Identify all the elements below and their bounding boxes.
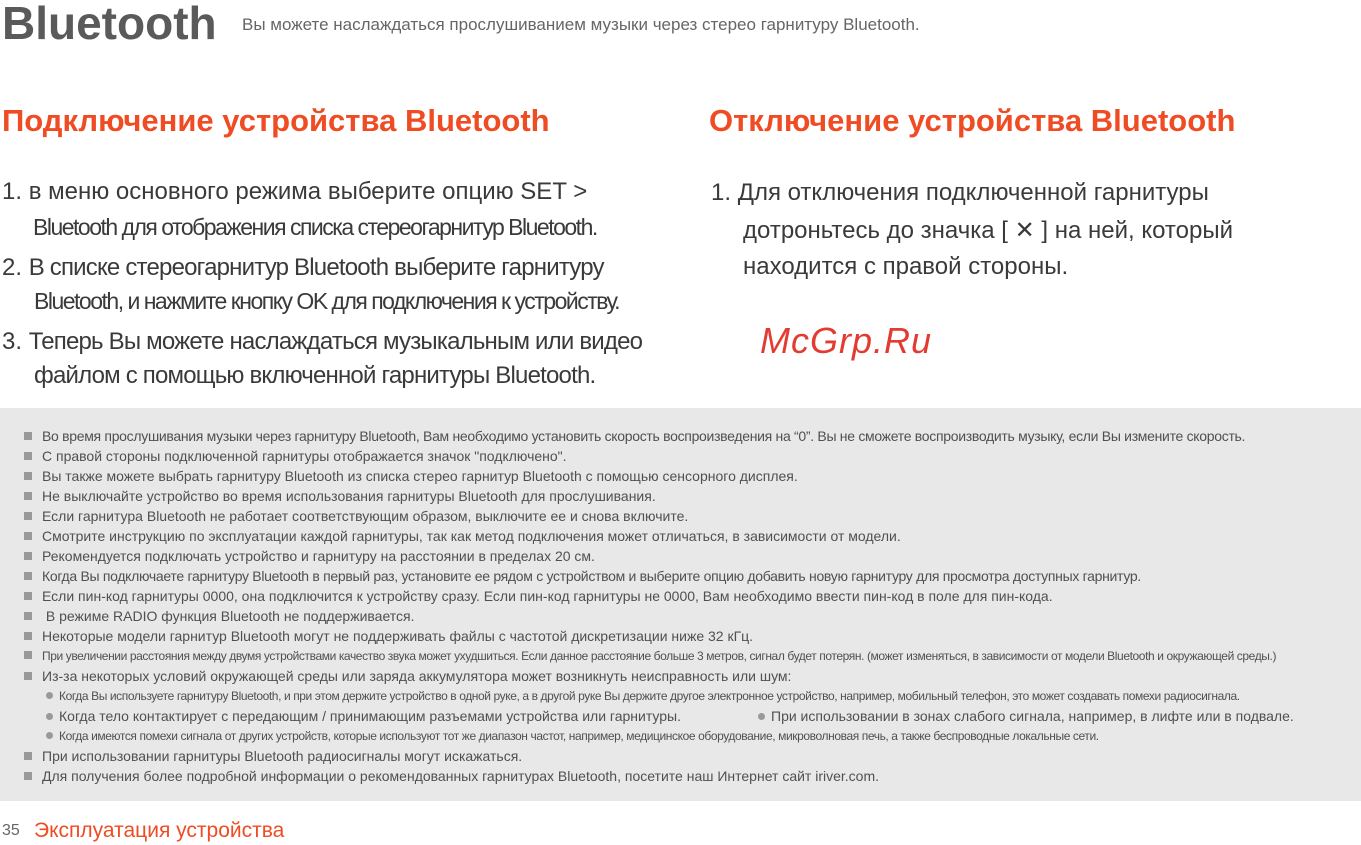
- note-text: При использовании гарнитуры Bluetooth радиосигналы могут искажаться.: [42, 748, 523, 764]
- note-item: [24, 588, 1053, 604]
- square-bullet-icon: [24, 651, 32, 659]
- note-item: [24, 488, 656, 504]
- step-number: 2.: [2, 254, 23, 281]
- dot-bullet-icon: [758, 713, 765, 720]
- square-bullet-icon: [24, 532, 32, 540]
- note-item: [24, 668, 791, 684]
- note-text: Когда Вы используете гарнитуру Bluetooth, и при этом держите устройство в одной руке, а в другой руке Вы держите другое электронное устройство, например, мобильный телефон, это может создавать помехи радиосигнала.: [59, 689, 1240, 703]
- step-number: 3.: [2, 328, 23, 355]
- subnote-item: [46, 689, 1240, 703]
- note-item: [24, 548, 595, 564]
- note-item: [24, 508, 688, 524]
- section-footer: Эксплуатация устройства: [34, 819, 285, 842]
- step-number: 1.: [2, 178, 23, 205]
- step-text: в меню основного режима выберите опцию SET >: [28, 178, 588, 205]
- step-text: Bluetooth для отображения списка стереогарнитур Bluetooth.: [33, 214, 597, 240]
- note-text: Для получения более подробной информации о рекомендованных гарнитурах Bluetooth, посетите наш Интернет сайт iriver.com.: [42, 768, 880, 784]
- note-text: Смотрите инструкцию по эксплуатации каждой гарнитуры, так как метод подключения может отличаться, в зависимости от модели.: [42, 528, 901, 544]
- note-text: С правой стороны подключенной гарнитуры отображается значок "подключено".: [42, 448, 567, 464]
- page-title: Bluetooth: [2, 0, 217, 49]
- dot-bullet-icon: [46, 692, 53, 699]
- note-item: [24, 528, 901, 544]
- note-text: Некоторые модели гарнитур Bluetooth могут не поддерживать файлы с частотой дискретизации ниже 32 кГц.: [42, 628, 754, 644]
- step-text: файлом с помощью включенной гарнитуры Bluetooth.: [34, 362, 596, 389]
- subnote-item: [758, 708, 1294, 724]
- square-bullet-icon: [24, 752, 32, 760]
- step-text: Для отключения подключенной гарнитуры: [737, 179, 1209, 206]
- note-item: [24, 608, 415, 624]
- note-text: Когда имеются помехи сигнала от других устройств, которые используют тот же диапазон частот, например, медицинское оборудование, микроволновая печь, а также беспроводные локальные сети.: [59, 729, 1099, 743]
- notes-box: [0, 408, 1361, 801]
- step-text: Теперь Вы можете наслаждаться музыкальным или видео: [28, 328, 643, 355]
- square-bullet-icon: [24, 592, 32, 600]
- subnote-item: [46, 708, 681, 724]
- connect-step-2: [2, 254, 604, 282]
- square-bullet-icon: [24, 772, 32, 780]
- dot-bullet-icon: [46, 732, 53, 739]
- watermark: McGrp.Ru: [760, 320, 933, 361]
- page-subtitle: Вы можете наслаждаться прослушиванием музыки через стерео гарнитуру Bluetooth.: [242, 15, 920, 34]
- note-text: Не выключайте устройство во время использования гарнитуры Bluetooth для прослушивания.: [42, 488, 656, 504]
- square-bullet-icon: [24, 672, 32, 680]
- square-bullet-icon: [24, 612, 32, 620]
- note-text: При использовании в зонах слабого сигнала, например, в лифте или в подвале.: [771, 708, 1294, 724]
- step-text: Bluetooth, и нажмите кнопку OK для подключения к устройству.: [34, 288, 620, 314]
- note-text: Когда Вы подключаете гарнитуру Bluetooth в первый раз, установите ее рядом с устройством и выберите опцию добавить новую гарнитуру для просмотра доступных гарнитур.: [42, 568, 1141, 584]
- disconnect-heading: Отключение устройства Bluetooth: [709, 103, 1236, 138]
- note-text: Если пин-код гарнитуры 0000, она подключится к устройству сразу. Если пин-код гарнитуры не 0000, Вам необходимо ввести пин-код в поле для пин-кода.: [42, 588, 1053, 604]
- note-text: При увеличении расстояния между двумя устройствами качество звука может ухудшиться. Если данное расстояние больше 3 метров, сигнал будет потерян. (может изменяться, в зависимости от модели Bluetooth и окружающей среды.): [42, 649, 1277, 663]
- square-bullet-icon: [24, 472, 32, 480]
- connect-heading: Подключение устройства Bluetooth: [2, 103, 550, 138]
- square-bullet-icon: [24, 492, 32, 500]
- note-item: [24, 448, 567, 464]
- note-text: Из-за некоторых условий окружающей среды или заряда аккумулятора может возникнуть неисправность или шум:: [42, 668, 792, 684]
- subnote-item: [46, 729, 1099, 743]
- note-text: Рекомендуется подключать устройство и гарнитуру на расстоянии в пределах 20 см.: [42, 548, 595, 564]
- note-text: Если гарнитура Bluetooth не работает соответствующим образом, выключите ее и снова включите.: [42, 508, 689, 524]
- note-item: [24, 649, 1276, 663]
- square-bullet-icon: [24, 572, 32, 580]
- step-text: В списке стереогарнитур Bluetooth выберите гарнитуру: [28, 254, 604, 281]
- step-text: находится с правой стороны.: [743, 253, 1069, 280]
- connect-step-1: [2, 178, 587, 206]
- note-item: [24, 748, 522, 764]
- dot-bullet-icon: [46, 713, 53, 720]
- note-item: [24, 468, 798, 484]
- note-item: [24, 568, 1141, 584]
- note-text: В режиме RADIO функция Bluetooth не поддерживается.: [42, 608, 415, 624]
- connect-step-3: [2, 328, 642, 356]
- disconnect-step-1: [711, 179, 1209, 207]
- note-text: Когда тело контактирует с передающим / принимающим разъемами устройства или гарнитуры.: [59, 708, 682, 724]
- step-number: 1.: [711, 179, 732, 206]
- note-item: [24, 628, 753, 644]
- note-item: [24, 428, 1245, 444]
- note-item: [24, 768, 879, 784]
- page-number: 35: [2, 822, 20, 839]
- square-bullet-icon: [24, 512, 32, 520]
- square-bullet-icon: [24, 552, 32, 560]
- square-bullet-icon: [24, 632, 32, 640]
- square-bullet-icon: [24, 452, 32, 460]
- step-text: дотроньтесь до значка [ ✕ ] на ней, который: [743, 217, 1234, 244]
- square-bullet-icon: [24, 432, 32, 440]
- note-text: Вы также можете выбрать гарнитуру Bluetooth из списка стерео гарнитур Bluetooth с помощью сенсорного дисплея.: [42, 468, 798, 484]
- note-text: Во время прослушивания музыки через гарнитуру Bluetooth, Вам необходимо установить скорость воспроизведения на “0”. Вы не сможете воспроизводить музыку, если Вы измените скорость.: [42, 428, 1246, 444]
